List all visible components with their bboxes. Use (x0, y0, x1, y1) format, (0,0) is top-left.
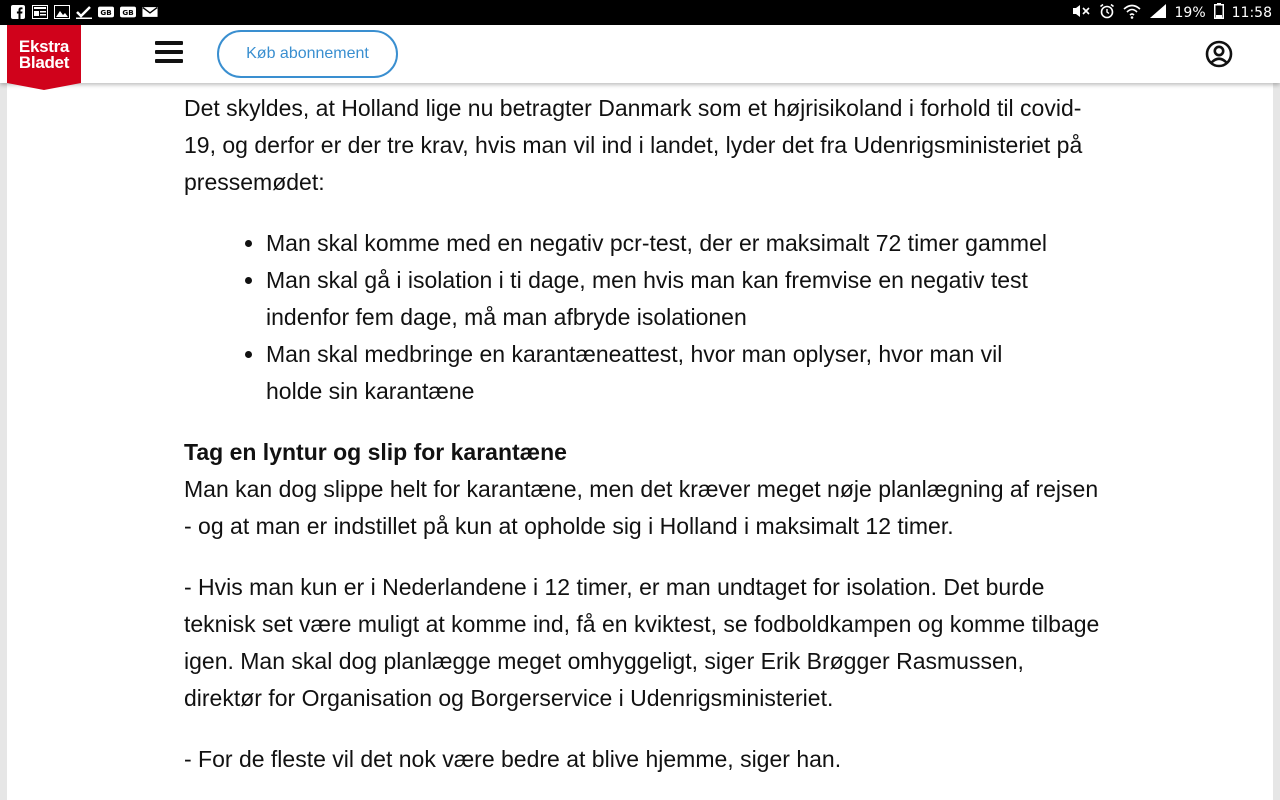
notification-icons (10, 4, 158, 20)
menu-icon-bar (155, 59, 183, 63)
left-gutter (0, 83, 7, 800)
logo-tip (7, 83, 81, 90)
facebook-icon (10, 4, 26, 20)
gb-icon (120, 4, 136, 20)
battery-icon (1214, 3, 1224, 23)
mute-icon (1071, 3, 1091, 23)
logo-box (7, 25, 81, 83)
ekstra-bladet-logo[interactable] (7, 25, 81, 90)
gb-icon (98, 4, 114, 20)
requirements-list (184, 225, 1104, 410)
article-paragraph: - For de fleste vil det nok være bedre at blive hjemme, siger han. (184, 746, 842, 772)
image-icon (54, 4, 70, 20)
subscribe-button[interactable]: Køb abonnement (217, 30, 398, 78)
check-icon (76, 4, 92, 20)
right-gutter (1273, 83, 1280, 800)
signal-icon (1149, 3, 1167, 23)
battery-percent: 19% (1174, 5, 1206, 21)
mail-icon (142, 4, 158, 20)
logo-text-ekstra: Ekstra (18, 37, 70, 56)
article-paragraph: Det skyldes, at Holland lige nu betragter Danmark som et højrisikoland i forhold til covid-19, og derfor er der tre krav, hvis man vil ind i landet, lyder det fra Udenrigsministeriet på pressemødet: (184, 95, 1083, 195)
news-icon (32, 4, 48, 20)
hamburger-menu-button[interactable] (155, 41, 183, 65)
user-icon (1205, 40, 1233, 68)
wifi-icon (1123, 3, 1141, 23)
article-body (184, 90, 1104, 778)
status-bar (0, 0, 1280, 25)
svg-text:GB: GB (122, 8, 134, 18)
article-subheading: Tag en lyntur og slip for karantæne (184, 439, 567, 465)
list-item: • Man skal komme med en negativ pcr-test, der er maksimalt 72 timer gammel (266, 225, 1104, 262)
clock: 11:58 (1231, 5, 1272, 21)
system-status (1071, 3, 1272, 23)
list-item: • Man skal medbringe en karantæneattest, hvor man oplyser, hvor man vil holde sin karantæne (266, 336, 1104, 410)
svg-text:GB: GB (100, 8, 112, 18)
article-paragraph: Man kan dog slippe helt for karantæne, men det kræver meget nøje planlægning af rejsen - og at man er indstillet på kun at opholde sig i Holland i maksimalt 12 timer. (184, 476, 1099, 539)
site-header (0, 25, 1280, 83)
menu-icon-bar (155, 41, 183, 45)
article-paragraph: - Hvis man kun er i Nederlandene i 12 timer, er man undtaget for isolation. Det burde teknisk set være muligt at komme ind, få en kviktest, se fodboldkampen og komme tilbage igen. Man skal dog planlægge meget omhyggeligt, siger Erik Brøgger Rasmussen, direktør for Organisation og Borgerservice i Udenrigsministeriet. (184, 574, 1100, 711)
alarm-icon (1099, 3, 1115, 23)
logo-text-bladet: Bladet (18, 53, 70, 72)
user-account-button[interactable] (1205, 40, 1233, 68)
menu-icon-bar (155, 50, 183, 54)
list-item: • Man skal gå i isolation i ti dage, men hvis man kan fremvise en negativ test indenfor fem dage, må man afbryde isolationen (266, 262, 1104, 336)
